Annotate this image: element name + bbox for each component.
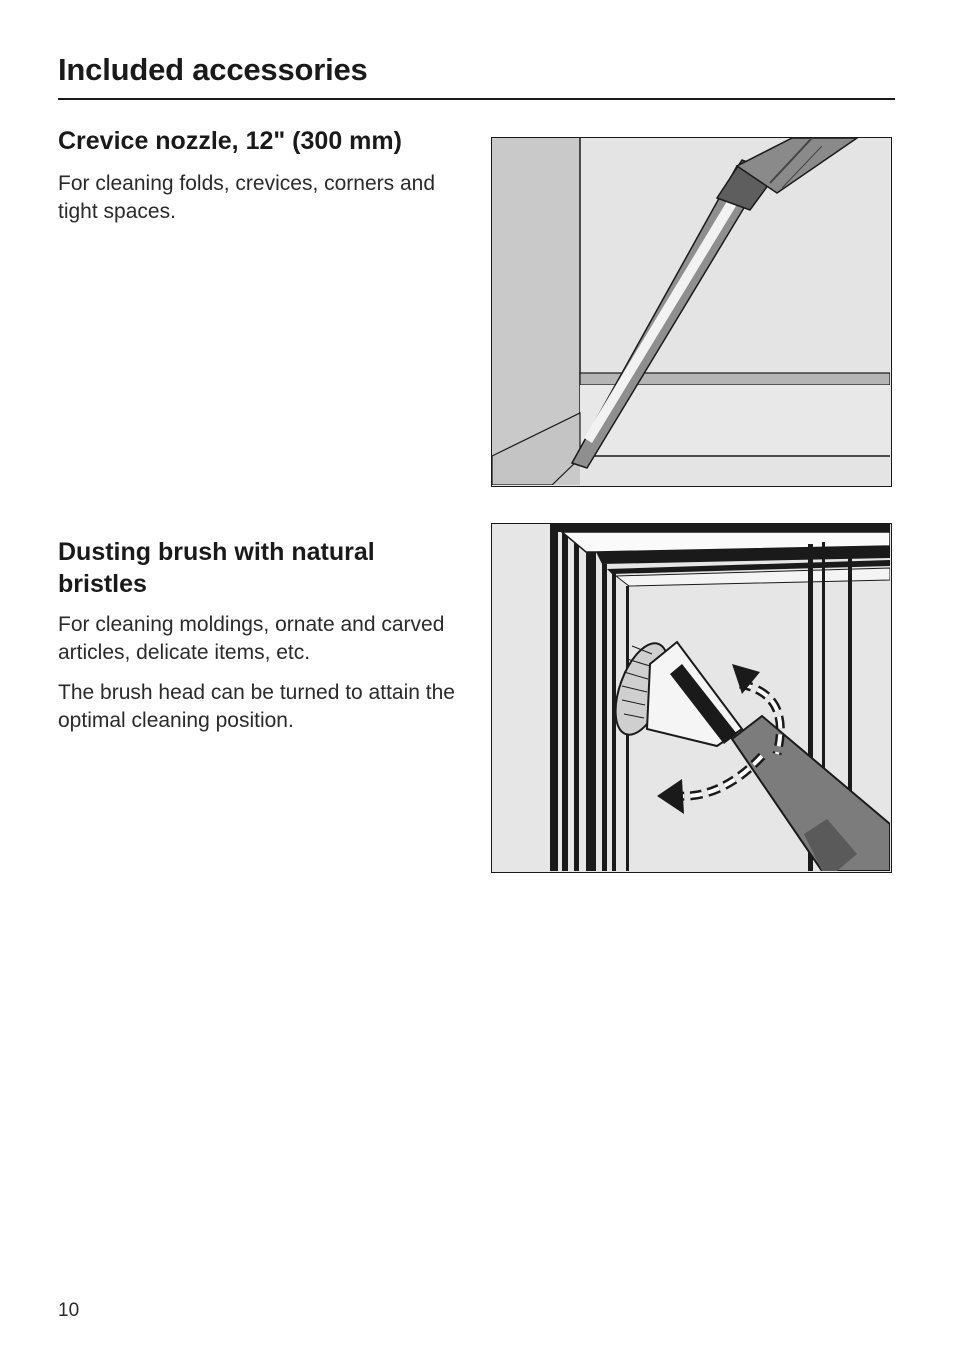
- dusting-brush-rotation-note: The brush head can be turned to attain the optimal cleaning position.: [58, 681, 455, 732]
- crevice-nozzle-description: For cleaning folds, crevices, corners and tight spaces.: [58, 172, 436, 223]
- page-number: 10: [58, 1300, 80, 1321]
- title-divider: [58, 98, 895, 100]
- crevice-nozzle-illustration: [491, 137, 892, 487]
- dusting-brush-illustration: [491, 523, 892, 873]
- dusting-brush-description: For cleaning moldings, ornate and carved articles, delicate items, etc.: [58, 613, 445, 664]
- crevice-nozzle-heading: Crevice nozzle, 12" (300 mm): [58, 127, 402, 155]
- page-title: Included accessories: [58, 52, 368, 87]
- dusting-brush-heading: Dusting brush with natural bristles: [58, 538, 375, 598]
